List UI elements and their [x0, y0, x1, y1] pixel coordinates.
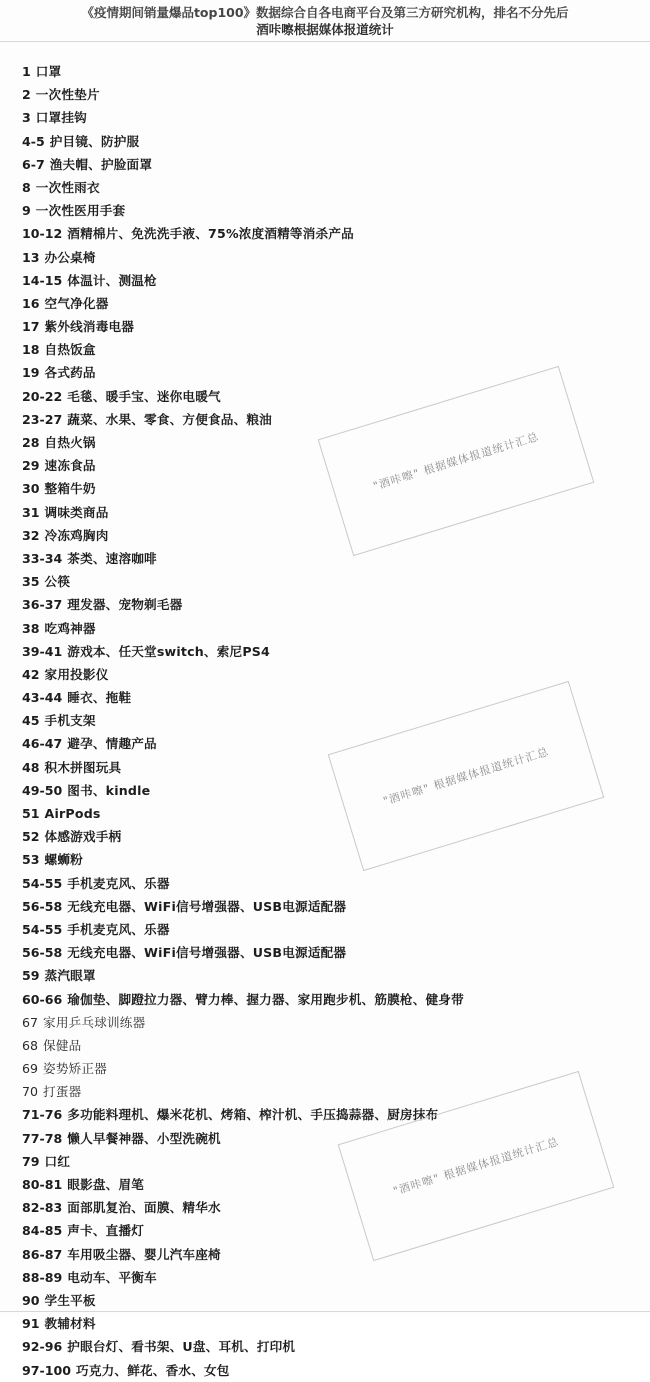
list-item-rank: 70 — [22, 1084, 39, 1100]
list-item — [22, 732, 628, 755]
list-item-rank: 91 — [22, 1316, 40, 1332]
list-item-label: 避孕、情趣产品 — [67, 736, 157, 752]
list-item-label: 一次性雨衣 — [35, 179, 100, 195]
list-item — [22, 848, 628, 871]
list-item — [22, 1359, 628, 1382]
list-item-rank: 52 — [22, 829, 40, 845]
list-item — [22, 964, 628, 987]
list-item-rank: 13 — [22, 249, 40, 265]
list-item-label: 办公桌椅 — [44, 249, 96, 265]
list-item — [22, 246, 628, 269]
list-item-rank: 9 — [22, 203, 31, 219]
list-item — [22, 315, 628, 338]
list-item — [22, 1034, 628, 1057]
list-item-rank: 46-47 — [22, 736, 63, 752]
list-item — [22, 1011, 628, 1034]
list-item-rank: 3 — [22, 110, 31, 126]
list-item-rank: 42 — [22, 666, 40, 682]
list-item — [22, 1219, 628, 1242]
list-item — [22, 1150, 628, 1173]
list-item-label: 紫外线消毒电器 — [44, 319, 135, 335]
list-item — [22, 361, 628, 384]
list-item-rank: 53 — [22, 852, 40, 868]
list-item-label: 手机麦克风、乐器 — [67, 875, 170, 891]
list-item-rank: 19 — [22, 365, 40, 381]
list-item-label: 车用吸尘器、婴儿汽车座椅 — [67, 1246, 221, 1262]
list-item-rank: 80-81 — [22, 1177, 63, 1192]
list-item-rank: 8 — [22, 179, 31, 195]
list-item-rank: 20-22 — [22, 388, 63, 404]
list-item-label: 学生平板 — [44, 1292, 96, 1308]
list-item-rank: 35 — [22, 574, 40, 590]
list-item-label: 螺蛳粉 — [44, 852, 83, 868]
list-item-rank: 4-5 — [22, 133, 45, 149]
list-item-rank: 59 — [22, 968, 40, 984]
list-item-rank: 10-12 — [22, 226, 63, 242]
watermark-text: "酒咔嚓" 根据媒体报道统计汇总 — [381, 745, 551, 808]
list-item — [22, 130, 628, 153]
header-divider — [0, 41, 650, 42]
list-item-rank: 39-41 — [22, 643, 63, 659]
header-title-line-2: 酒咔嚓根据媒体报道统计 — [256, 22, 394, 37]
list-item-label: 打蛋器 — [43, 1084, 82, 1100]
list-item-label: 空气净化器 — [44, 295, 109, 311]
list-item — [22, 431, 628, 454]
list-item-label: 吃鸡神器 — [44, 620, 96, 636]
list-item-rank: 79 — [22, 1153, 40, 1169]
list-item-rank: 1 — [22, 64, 31, 79]
list-item — [22, 1289, 628, 1312]
list-item-rank: 67 — [22, 1014, 39, 1030]
list-item-label: 酒精棉片、免洗洗手液、75%浓度酒精等消杀产品 — [67, 226, 354, 242]
list-item-rank: 49-50 — [22, 782, 63, 798]
list-item-rank: 69 — [22, 1061, 39, 1077]
list-item — [22, 106, 628, 129]
list-item-label: 家用乒乓球训练器 — [43, 1014, 146, 1030]
list-item — [22, 292, 628, 315]
list-item — [22, 1196, 628, 1219]
list-item — [22, 918, 628, 941]
list-item-label: 自热火锅 — [44, 435, 96, 450]
list-item-rank: 17 — [22, 319, 40, 335]
list-item-label: 体感游戏手柄 — [44, 829, 122, 845]
list-item-rank: 23-27 — [22, 411, 63, 427]
list-item-label: 一次性垫片 — [35, 87, 100, 103]
list-item-label: 声卡、直播灯 — [67, 1223, 145, 1239]
list-item — [22, 593, 628, 616]
list-item-label: 口红 — [44, 1153, 71, 1169]
list-item-label: 一次性医用手套 — [35, 203, 126, 219]
list-item — [22, 872, 628, 895]
list-item — [22, 1335, 628, 1358]
list-item — [22, 570, 628, 593]
list-item-label: 蒸汽眼罩 — [44, 968, 96, 984]
list-item-label: 理发器、宠物剃毛器 — [67, 597, 183, 613]
list-item-rank: 92-96 — [22, 1339, 63, 1355]
list-item-rank: 56-58 — [22, 945, 63, 961]
list-item — [22, 454, 628, 477]
list-item-rank: 68 — [22, 1037, 39, 1053]
list-item — [22, 269, 628, 292]
list-item — [22, 640, 628, 663]
list-item-label: 速冻食品 — [44, 458, 96, 474]
list-item-rank: 36-37 — [22, 597, 63, 613]
list-item — [22, 1173, 628, 1196]
list-item-rank: 16 — [22, 295, 40, 311]
list-item-rank: 82-83 — [22, 1200, 63, 1216]
list-item — [22, 1080, 628, 1103]
list-item — [22, 988, 628, 1011]
list-item-rank: 32 — [22, 527, 40, 543]
list-item — [22, 60, 628, 83]
list-item-rank: 43-44 — [22, 690, 63, 706]
list-item-label: 懒人早餐神器、小型洗碗机 — [67, 1130, 221, 1146]
list-item — [22, 547, 628, 570]
list-item-label: 毛毯、暖手宝、迷你电暖气 — [67, 388, 221, 404]
list-item-label: 睡衣、拖鞋 — [67, 690, 132, 706]
list-item-rank: 77-78 — [22, 1130, 63, 1146]
list-item-rank: 88-89 — [22, 1269, 63, 1285]
list-item — [22, 1243, 628, 1266]
list-item — [22, 802, 628, 825]
list-item — [22, 1266, 628, 1289]
list-item — [22, 199, 628, 222]
list-item-label: 巧克力、鲜花、香水、女包 — [76, 1362, 230, 1378]
list-item-rank: 51 — [22, 806, 40, 821]
list-item-rank: 60-66 — [22, 991, 63, 1007]
list-item-rank: 38 — [22, 620, 40, 636]
list-item-rank: 45 — [22, 713, 40, 729]
list-item-rank: 29 — [22, 458, 40, 474]
list-item-label: 蔬菜、水果、零食、方便食品、粮油 — [67, 411, 272, 427]
list-item-rank: 71-76 — [22, 1107, 63, 1123]
list-item-label: 护眼台灯、看书架、U盘、耳机、打印机 — [67, 1339, 296, 1355]
list-item — [22, 756, 628, 779]
list-item-rank: 6-7 — [22, 156, 45, 172]
list-item-label: 积木拼图玩具 — [44, 759, 122, 775]
list-item — [22, 1057, 628, 1080]
header-title-line-1: 《疫情期间销量爆品top100》数据综合自各电商平台及第三方研究机构，排名不分先后 — [81, 5, 569, 20]
list-item-label: 口罩挂钩 — [35, 110, 87, 126]
list-item — [22, 176, 628, 199]
list-item — [22, 825, 628, 848]
list-item — [22, 941, 628, 964]
list-item — [22, 617, 628, 640]
list-item-rank: 30 — [22, 481, 40, 497]
list-item — [22, 779, 628, 802]
ranking-list — [22, 60, 628, 1382]
list-item-label: 多功能料理机、爆米花机、烤箱、榨汁机、手压捣蒜器、厨房抹布 — [67, 1107, 439, 1123]
list-item-rank: 86-87 — [22, 1246, 63, 1262]
list-item-rank: 54-55 — [22, 875, 63, 891]
list-item-rank: 48 — [22, 759, 40, 775]
list-item — [22, 338, 628, 361]
list-item — [22, 385, 628, 408]
list-item-rank: 2 — [22, 87, 31, 103]
list-item-rank: 84-85 — [22, 1223, 63, 1239]
list-item-rank: 18 — [22, 342, 40, 358]
footer-divider — [0, 1311, 650, 1312]
list-item-label: 无线充电器、WiFi信号增强器、USB电源适配器 — [67, 898, 347, 914]
list-item-label: 各式药品 — [44, 365, 96, 381]
list-item-label: 教辅材料 — [44, 1316, 96, 1332]
list-item — [22, 524, 628, 547]
list-item-label: 面部肌复治、面膜、精华水 — [67, 1200, 221, 1216]
list-item-label: 公筷 — [44, 574, 71, 590]
list-item — [22, 663, 628, 686]
list-item-rank: 56-58 — [22, 898, 63, 914]
list-item-label: 眼影盘、眉笔 — [67, 1177, 145, 1192]
watermark-text: "酒咔嚓" 根据媒体报道统计汇总 — [391, 1135, 561, 1198]
list-item-label: 冷冻鸡胸肉 — [44, 527, 109, 543]
list-item-label: 游戏本、任天堂switch、索尼PS4 — [67, 643, 270, 659]
list-item-label: 茶类、速溶咖啡 — [67, 550, 157, 566]
list-item-rank: 31 — [22, 504, 40, 520]
list-item-label: 家用投影仪 — [44, 666, 109, 682]
list-item-label: 手机麦克风、乐器 — [67, 921, 170, 937]
list-item — [22, 686, 628, 709]
list-item — [22, 709, 628, 732]
list-item-label: 姿势矫正器 — [43, 1061, 107, 1077]
list-item-label: 无线充电器、WiFi信号增强器、USB电源适配器 — [67, 945, 347, 961]
list-item-label: 整箱牛奶 — [44, 481, 96, 497]
list-item-rank: 14-15 — [22, 272, 63, 288]
list-item-label: 调味类商品 — [44, 504, 109, 520]
list-item-label: AirPods — [44, 806, 101, 821]
list-item — [22, 222, 628, 245]
list-item — [22, 153, 628, 176]
watermark-text: "酒咔嚓" 根据媒体报道统计汇总 — [371, 430, 541, 493]
list-item-label: 自热饭盒 — [44, 342, 96, 358]
list-item — [22, 895, 628, 918]
list-item-rank: 54-55 — [22, 921, 63, 937]
list-item-label: 瑜伽垫、脚蹬拉力器、臂力棒、握力器、家用跑步机、筋膜枪、健身带 — [67, 991, 464, 1007]
list-item-rank: 33-34 — [22, 550, 63, 566]
list-item-label: 电动车、平衡车 — [67, 1269, 157, 1285]
list-item — [22, 408, 628, 431]
list-item-label: 保健品 — [43, 1037, 82, 1053]
list-item-label: 渔夫帽、护脸面罩 — [49, 156, 153, 172]
list-item-rank: 28 — [22, 435, 40, 450]
list-item-rank: 97-100 — [22, 1362, 72, 1378]
list-item-label: 手机支架 — [44, 713, 96, 729]
list-item — [22, 501, 628, 524]
list-item — [22, 1127, 628, 1150]
list-item — [22, 477, 628, 500]
list-item-label: 体温计、测温枪 — [67, 272, 157, 288]
list-item-label: 护目镜、防护服 — [49, 133, 140, 149]
list-item — [22, 1103, 628, 1126]
list-item — [22, 83, 628, 106]
document-header — [0, 0, 650, 38]
list-item-label: 口罩 — [35, 64, 62, 79]
list-item-rank: 90 — [22, 1292, 40, 1308]
list-item-label: 图书、kindle — [67, 782, 151, 798]
